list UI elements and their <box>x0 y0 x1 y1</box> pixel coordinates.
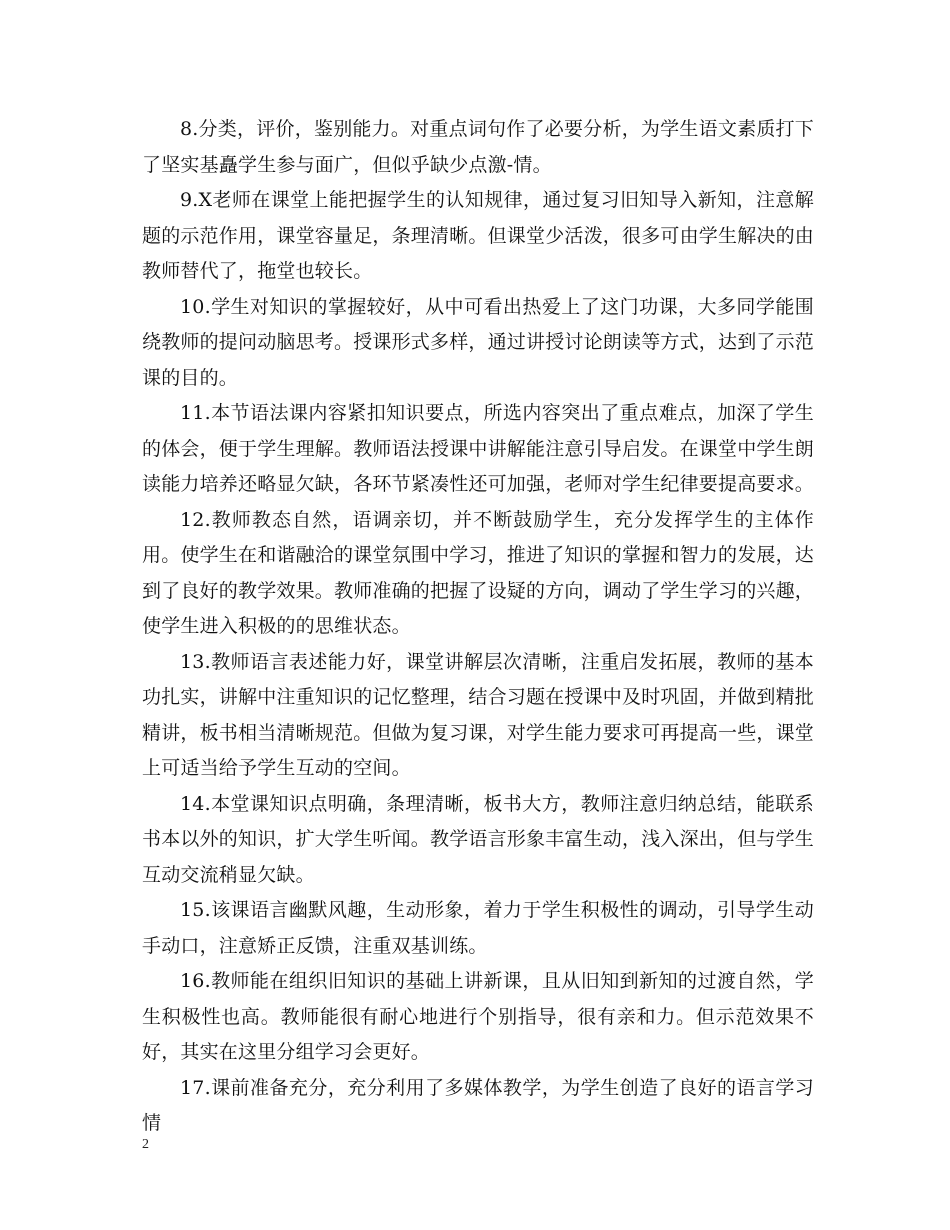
paragraph-11: 11.本节语法课内容紧扣知识要点，所选内容突出了重点难点，加深了学生的体会，便于学生理解。教师语法授课中讲解能注意引导启发。在课堂中学生朗读能力培养还略显欠缺，各环节紧凑性还可加强，老师对学生纪律要提高要求。 <box>142 402 815 495</box>
paragraph-9: 9.X老师在课堂上能把握学生的认知规律，通过复习旧知导入新知，注意解题的示范作用，课堂容量足，条理清晰。但课堂少活泼，很多可由学生解决的由教师替代了，拖堂也较长。 <box>142 189 815 282</box>
paragraph-8: 8.分类，评价，鉴别能力。对重点词句作了必要分析，为学生语文素质打下了坚实基矗学生参与面广，但似乎缺少点激-情。 <box>142 118 814 176</box>
paragraph-13: 13.教师语言表述能力好，课堂讲解层次清晰，注重启发拓展，教师的基本功扎实，讲解中注重知识的记忆整理，结合习题在授课中及时巩固，并做到精批精讲，板书相当清晰规范。但做为复习课，对学生能力要求可再提高一些，课堂上可适当给予学生互动的空间。 <box>142 650 815 779</box>
paragraph-16: 16.教师能在组织旧知识的基础上讲新课，且从旧知到新知的过渡自然，学生积极性也高。教师能很有耐心地进行个别指导，很有亲和力。但示范效果不好，其实在这里分组学习会更好。 <box>142 970 814 1063</box>
paragraph-10: 10.学生对知识的掌握较好，从中可看出热爱上了这门功课，大多同学能围绕教师的提问动脑思考。授课形式多样，通过讲授讨论朗读等方式，达到了示范课的目的。 <box>142 295 815 389</box>
paragraph-17: 17.课前准备充分，充分利用了多媒体教学，为学生创造了良好的语言学习情 <box>142 1076 814 1134</box>
page-number: 2 <box>142 1137 149 1152</box>
document-body <box>142 112 814 1142</box>
paragraph-15: 15.该课语言幽默风趣，生动形象，着力于学生积极性的调动，引导学生动手动口，注意矫正反馈，注重双基训练。 <box>142 899 814 957</box>
paragraph-14: 14.本堂课知识点明确，条理清晰，板书大方，教师注意归纳总结，能联系书本以外的知识，扩大学生听闻。教学语言形象丰富生动，浅入深出，但与学生互动交流稍显欠缺。 <box>142 792 815 886</box>
paragraph-12: 12.教师教态自然，语调亲切，并不断鼓励学生，充分发挥学生的主体作用。使学生在和谐融洽的课堂氛围中学习，推进了知识的掌握和智力的发展，达到了良好的教学效果。教师准确的把握了设疑的方向，调动了学生学习的兴趣，使学生进入积极的的思维状态。 <box>142 508 815 637</box>
